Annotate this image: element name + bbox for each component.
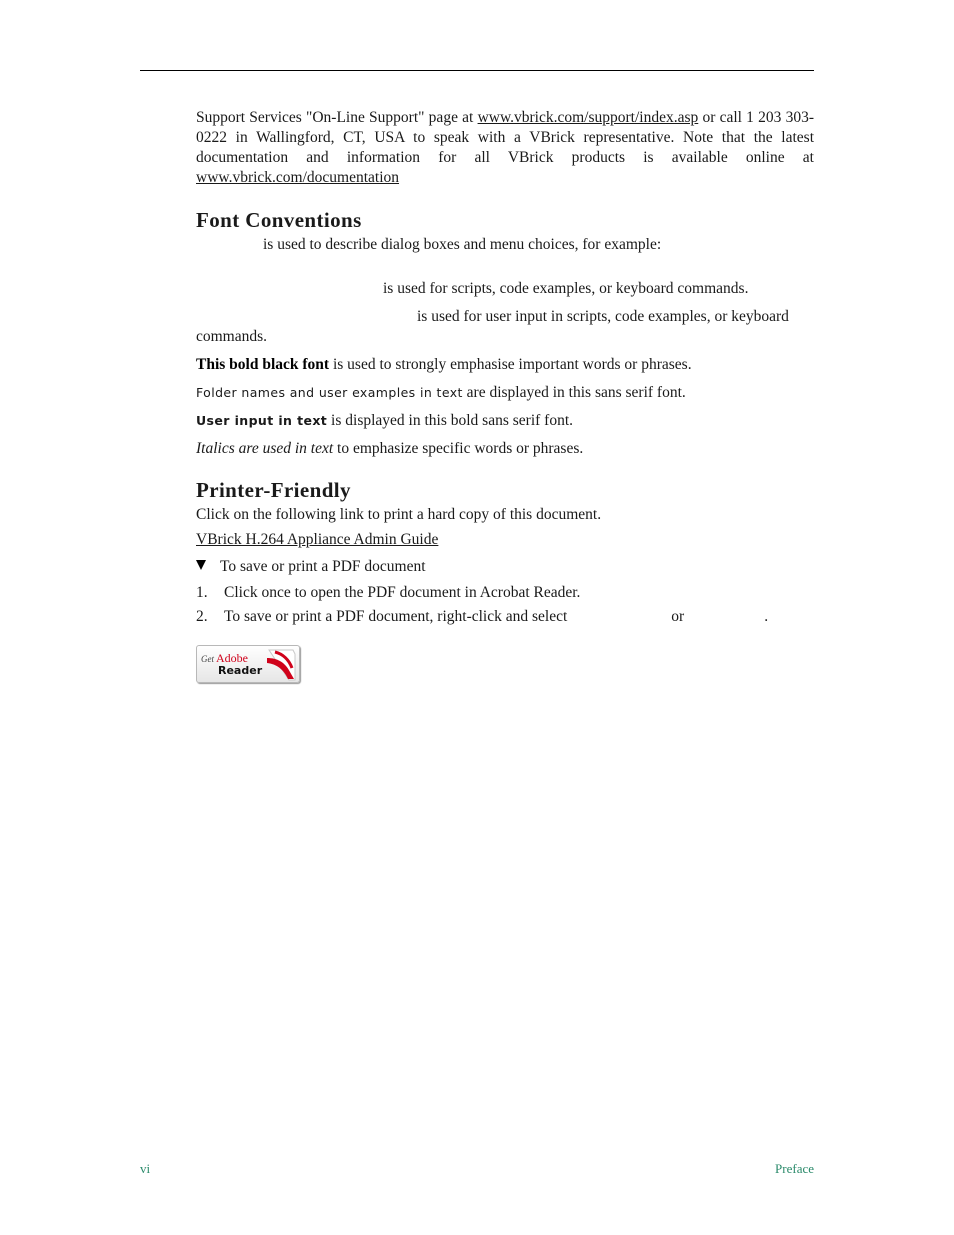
procedure-triangle-icon — [196, 560, 206, 570]
convention-input-line-cont: commands. — [196, 328, 268, 345]
procedure-title: To save or print a PDF document — [196, 557, 814, 577]
intro-paragraph — [196, 108, 814, 188]
convention-bold-line: This bold black font is used to strongly emphasise important words or phrases. — [196, 356, 692, 373]
intro-text-1: Support Services "On-Line Support" page at — [196, 109, 478, 126]
support-link[interactable]: www.vbrick.com/support/index.asp — [477, 109, 699, 126]
convention-sans-line: Folder names and user examples in text are displayed in this sans serif font. — [196, 384, 686, 401]
convention-input-line: is used for user input in scripts, code examples, or keyboard — [417, 308, 789, 325]
convention-dialog-line: is used to describe dialog boxes and menu choices, for example: — [263, 236, 662, 253]
convention-italic-line: Italics are used in text to emphasize specific words or phrases. — [196, 440, 584, 457]
printer-friendly-heading: Printer-Friendly — [196, 478, 351, 502]
convention-code-line: is used for scripts, code examples, or keyboard commands. — [383, 280, 749, 297]
badge-adobe-text: Adobe — [216, 651, 248, 665]
step-2: 2. To save or print a PDF document, right-click and select or . — [196, 608, 769, 625]
adobe-reader-logo-icon — [197, 646, 299, 682]
header-rule — [140, 70, 814, 71]
get-adobe-reader-button[interactable] — [196, 645, 300, 683]
page-number: vi — [140, 1161, 151, 1176]
page-content — [196, 108, 814, 683]
footer-section-name: Preface — [775, 1161, 814, 1176]
documentation-link[interactable]: www.vbrick.com/documentation — [196, 169, 400, 186]
badge-reader-text: Reader — [218, 664, 263, 677]
convention-sans-bold-line: User input in text is displayed in this bold sans serif font. — [196, 412, 573, 429]
printer-intro: Click on the following link to print a hard copy of this document. — [196, 506, 602, 523]
admin-guide-link[interactable]: VBrick H.264 Appliance Admin Guide — [196, 531, 439, 548]
font-conventions-heading: Font Conventions — [196, 208, 362, 232]
step-1: 1. Click once to open the PDF document in Acrobat Reader. — [196, 584, 581, 601]
intro-text-2: or call 1 203 303-0222 in Wallingford, CT, USA to speak with a VBrick representative. Note that the latest documentation and information for all VBrick products is available online at — [196, 109, 815, 166]
guide-link-line — [196, 530, 814, 550]
badge-get-text: Get — [201, 654, 214, 664]
